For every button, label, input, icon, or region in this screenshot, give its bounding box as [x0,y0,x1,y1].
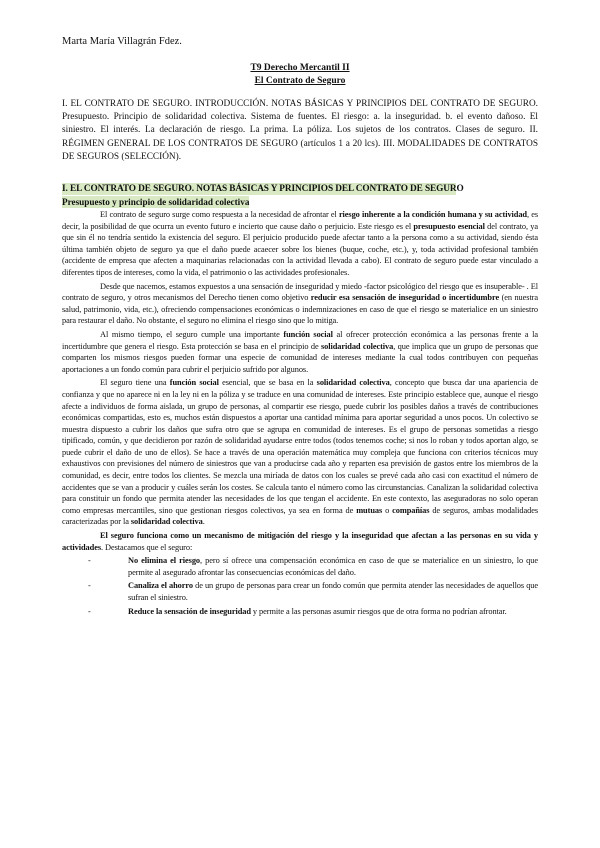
section-heading: I. EL CONTRATO DE SEGURO. NOTAS BÁSICAS Y PRINCIPIOS DEL CONTRATO DE SEGURO [62,184,464,194]
bullet-list [62,555,538,617]
subheading: Presupuesto y principio de solidaridad colectiva [62,197,250,207]
document-title [0,62,600,88]
paragraph: El contrato de seguro surge como respuesta a la necesidad de afrontar el riesgo inherente a la condición humana y su actividad, es decir, la posibilidad de que ocurra un evento futuro e incierto que cause daño o perjuicio. Este riesgo es el presupuesto esencial del contrato, ya que sin él no tendría sentido la existencia del seguro. El perjuicio producido puede afectar tanto a la persona como a su actividad, siendo ésta última también objeto de seguro ya que el daño puede acaecer sobre los bienes (buque, coche, etc.), y, toda actividad profesional también (accidente de empresa que afecten a maquinarias relacionadas con la actividad llevada a cabo). El contrato de seguro puede estar vinculado a diferentes tipos de intereses, como la vida, el patrimonio o las actividades profesionales. [62,210,539,277]
table-of-contents: I. EL CONTRATO DE SEGURO. INTRODUCCIÓN. NOTAS BÁSICAS Y PRINCIPIOS DEL CONTRATO DE SEGURO. Presupuesto. Principio de solidaridad colectiva. Sistema de fuentes. El riesgo: a. la inseguridad. b. el evento dañoso. El siniestro. El interés. La declaración de riesgo. La prima. La póliza. Los sujetos de los contratos. Clases de seguro. II. RÉGIMEN GENERAL DE LOS CONTRATOS DE SEGURO (artículos 1 a 20 lcs). III. MODALIDADES DE CONTRATOS DE SEGUROS (SELECCIÓN). [62,99,538,162]
author-name: Marta María Villagrán Fdez. [62,36,182,47]
paragraph: El seguro tiene una función social esencial, que se basa en la solidaridad colectiva, concepto que busca dar una apariencia de confianza y que no aparece ni en la ley ni en la póliza y se traduce en una comunidad de intereses. Este principio establece que, aunque el riesgo afecte a individuos de forma aislada, un grupo de personas, al compartir ese riesgo, puede cubrir los posibles daños a través de contribuciones económicas compartidas, esto es, muchos están dispuestos a aportar una cantidad mínima para aportar seguridad a unos pocos. Un colectivo se muestra dispuesto a cubrir los daños que sufra otro que se agrupa en comunidad de intereses. Es el grupo de personas sometidas a riesgo tipificado, común, y que decidieron por razón de solidaridad ayudarse entre todos (todos tenemos coche; si nos lo roban y todos aportan algo, se puede cubrir el daño de uno de ellos). Se hace a través de una operación matemática muy compleja que funciona con criterios técnicos muy exhaustivos con previsiones del número de siniestros que van a producirse cada año y reparten esa previsión de gastos entre los miembros de la comunidad, es decir, entre todos los clientes. Se mezcla una miríada de datos con los cuales se prevé cada año casi con exactitud el número de accidentes que se van a producir y cuáles serán los costes. Se calcula tanto el número como las circunstancias. Canalizan la solidaridad colectiva para constituir un fondo que permita atender las necesidades de los que tengan el accidente. En este contexto, las aseguradoras no solo operan como empresas mercantiles, sino que gestionan riesgos colectivos, ya sea en forma de mutuas o compañías de seguros, ambas modalidades caracterizadas por la solidaridad colectiva. [62,378,538,527]
paragraph: Desde que nacemos, estamos expuestos a una sensación de inseguridad y miedo -factor psicológico del riesgo que es insuperable- . El contrato de seguro, y otros mecanismos del Derecho tienen como objetivo reducir esa sensación de inseguridad o incertidumbre (en nuestra salud, patrimonio, vida, etc.), ofreciendo compensaciones económicas o indemnizaciones en caso de que el riesgo se materialice en un siniestro para restaurar el daño. No obstante, el seguro no elimina el riesgo sino que lo mitiga. [62,281,539,326]
list-item: - No elimina el riesgo, pero sí ofrece una compensación económica en caso de que se materialice en un siniestro, lo que permite al asegurado afrontar las consecuencias económicas del daño. [88,556,538,577]
list-item: - Canaliza el ahorro de un grupo de personas para crear un fondo común que permita atender las necesidades de aquellos que sufran el siniestro. [88,581,539,602]
paragraph: Al mismo tiempo, el seguro cumple una importante función social al ofrecer protección económica a las personas frente a la incertidumbre que genera el riesgo. Esta protección se basa en el principio de solidaridad colectiva, que implica que un grupo de personas que comparten los mismos riesgos pueden formar una especie de comunidad de intereses mediante la cual todos contribuyen con pequeñas aportaciones a un fondo común para cubrir el perjuicio sufrido por algunos. [62,329,539,374]
paragraph: El seguro funciona como un mecanismo de mitigación del riesgo y la inseguridad que afectan a las personas en su vida y actividades. Destacamos que el seguro: [62,531,538,552]
title-topic: El Contrato de Seguro [254,76,346,86]
body-text [62,209,538,619]
list-item: - Reduce la sensación de inseguridad y permite a las personas asumir riesgos que de otra forma no podrían afrontar. [88,606,507,616]
title-subject: T9 Derecho Mercantil II [250,63,350,73]
